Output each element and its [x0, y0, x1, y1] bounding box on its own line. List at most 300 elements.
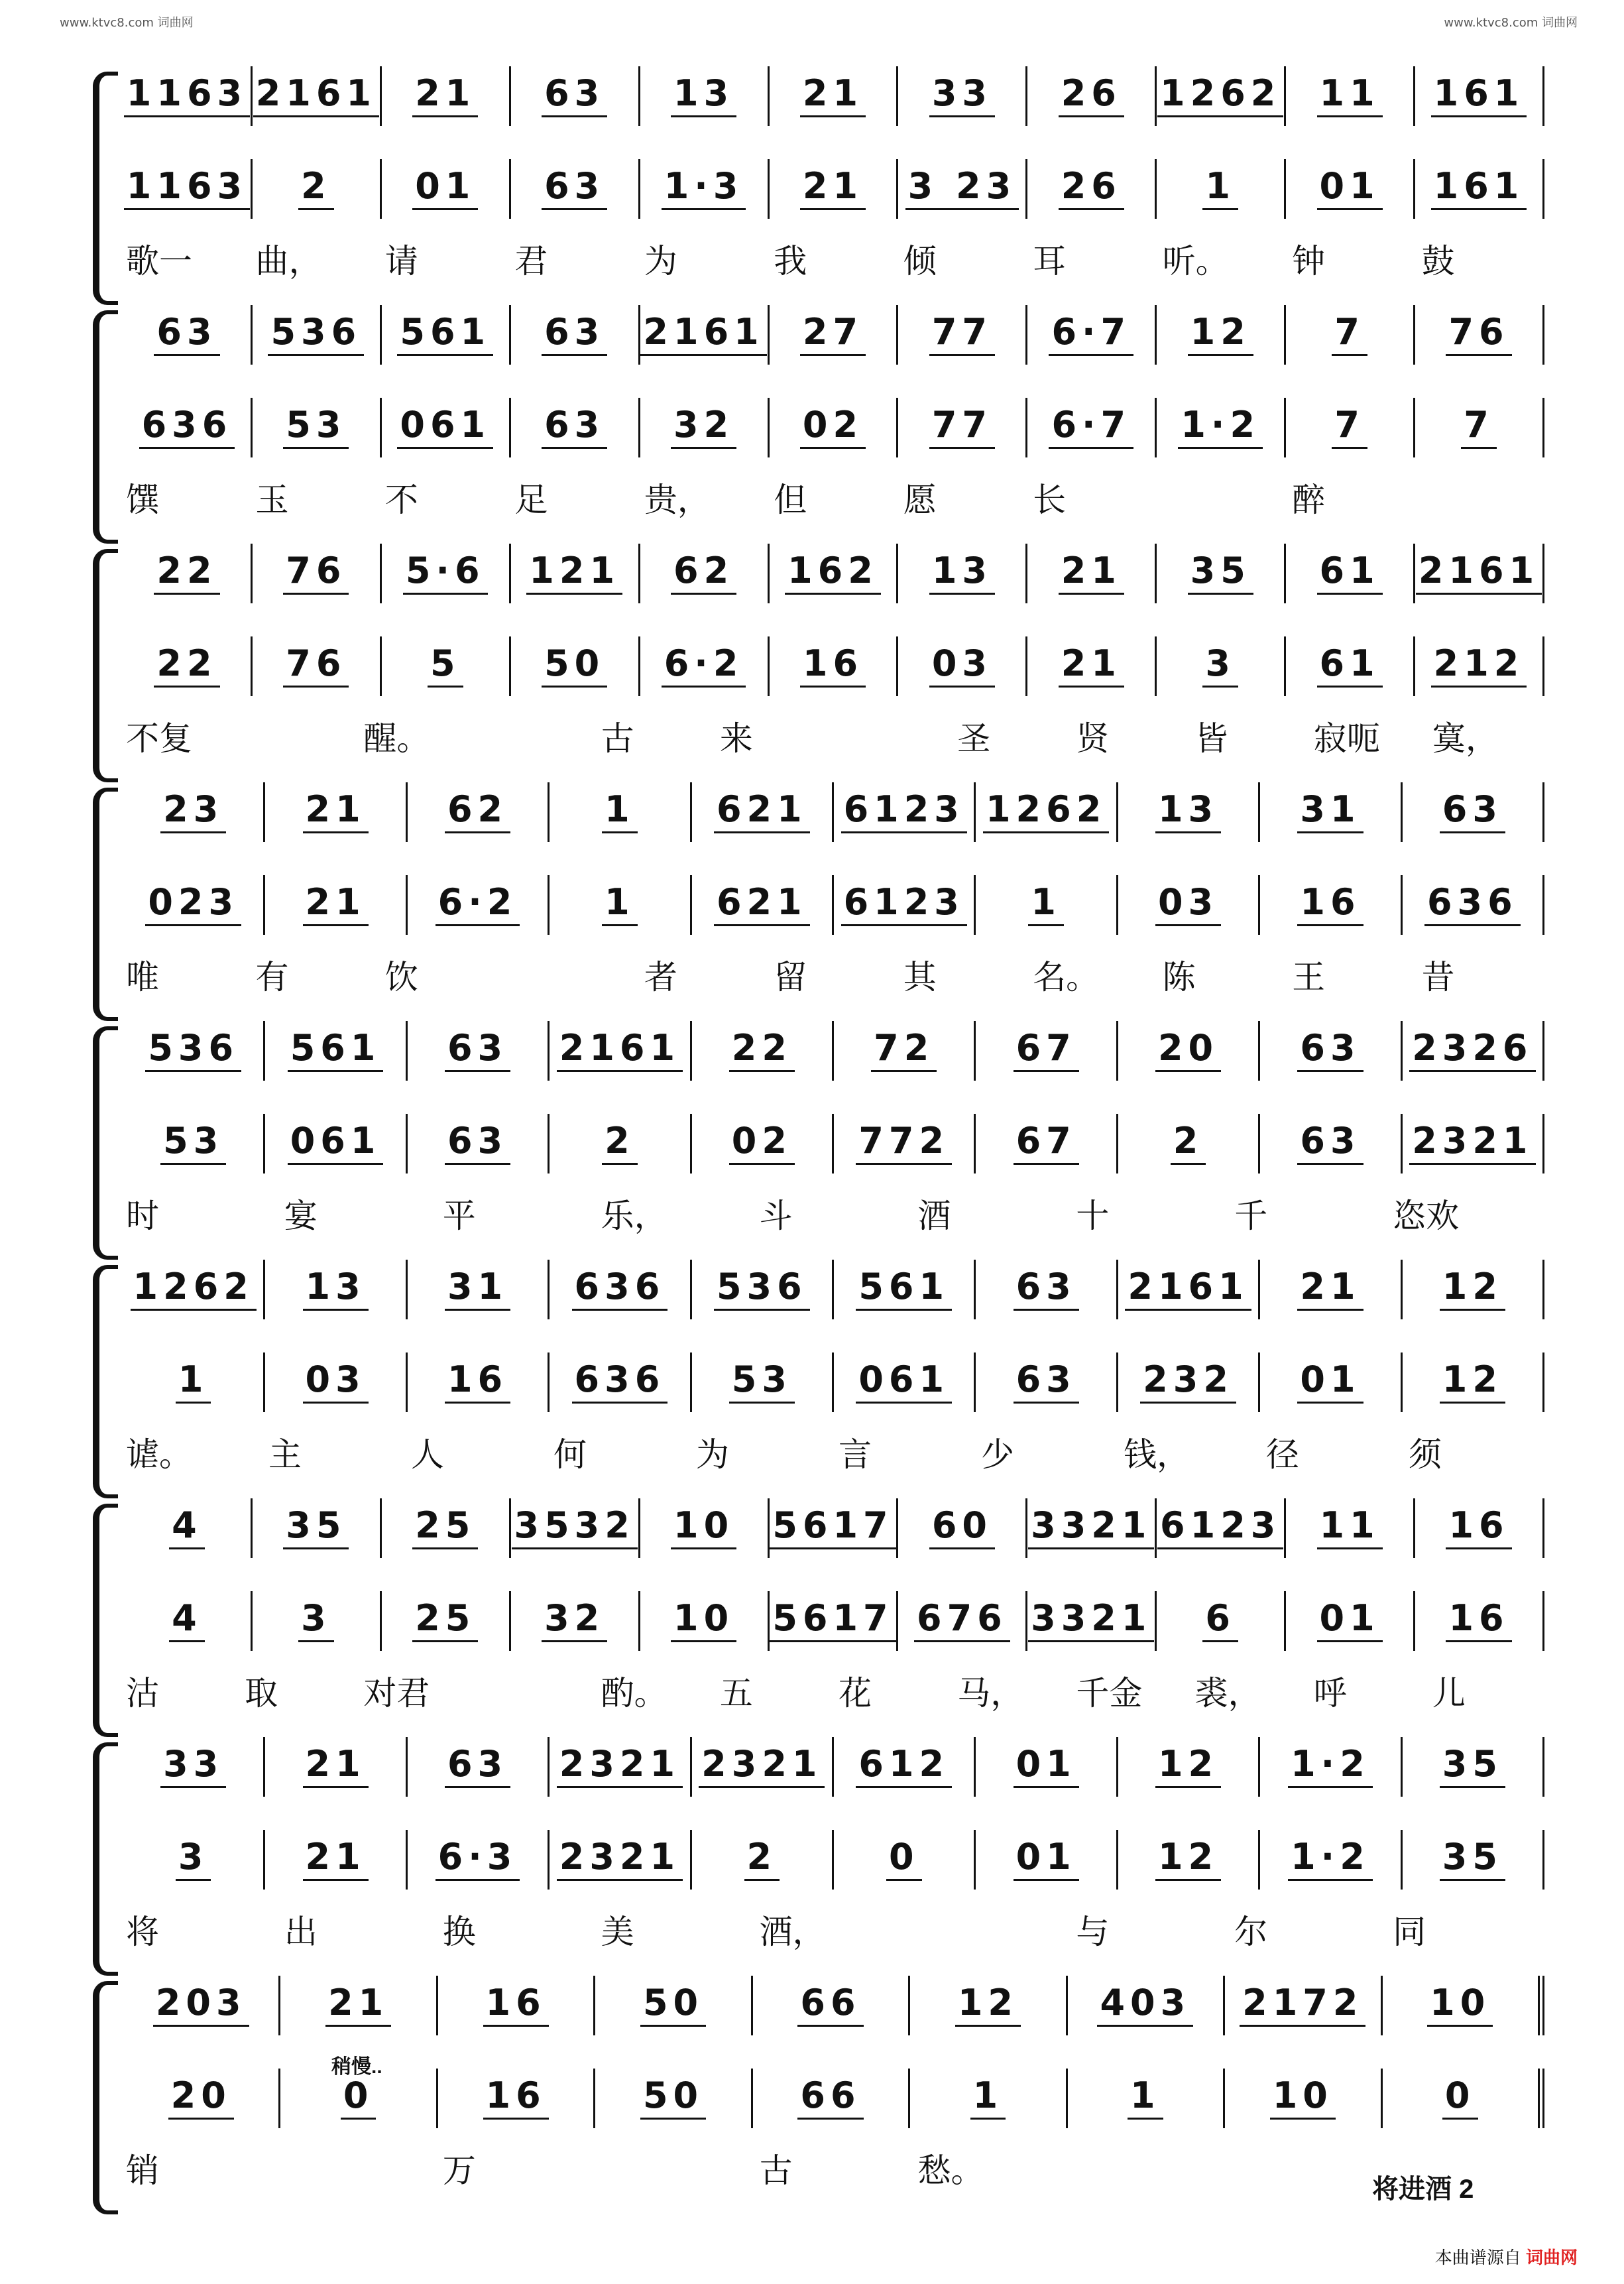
- measure: [1403, 1260, 1544, 1319]
- note-group: 13: [1155, 791, 1221, 833]
- lyric-syllable: 时: [126, 1197, 159, 1235]
- measure: [692, 875, 834, 935]
- lyric-syllable: 呼: [1313, 1674, 1347, 1713]
- lower-voice-row: [123, 1830, 1544, 1890]
- measure: [834, 1260, 976, 1319]
- lyric-syllable: 为: [696, 1435, 729, 1474]
- note-group: 2321: [557, 1838, 683, 1881]
- note-group: 02: [729, 1122, 795, 1165]
- measure: [408, 1830, 550, 1890]
- upper-voice-row: [123, 1260, 1544, 1319]
- measure: [382, 544, 511, 603]
- note-group: 5617: [770, 1507, 896, 1549]
- measure: [253, 1498, 382, 1558]
- note-group: 7: [1461, 406, 1497, 449]
- note-group: 61: [1317, 645, 1383, 688]
- lyric-syllable: 对君: [363, 1674, 430, 1713]
- measure: [640, 1591, 770, 1651]
- measure: [123, 875, 265, 935]
- lyric-syllable: 醉: [1292, 481, 1326, 519]
- note-group: 21: [303, 884, 369, 926]
- measure: [1260, 1260, 1402, 1319]
- measure: [1260, 1114, 1402, 1173]
- note-group: 22: [154, 552, 219, 595]
- measure: [640, 159, 770, 219]
- lyric-syllable: 请: [384, 242, 418, 280]
- lyric-syllable: 寂呃: [1313, 719, 1380, 758]
- note-group: 33: [929, 75, 995, 117]
- measure: [253, 305, 382, 365]
- lyric-syllable: 酒，: [759, 1913, 826, 1951]
- lyric-syllable: 听。: [1162, 242, 1229, 280]
- measure: [382, 66, 511, 126]
- measure: [1286, 305, 1415, 365]
- note-group: 232: [1140, 1361, 1236, 1404]
- lyric-syllable: 君: [514, 242, 548, 280]
- measure: [123, 782, 265, 842]
- note-group: 62: [671, 552, 736, 595]
- lyric-syllable: 裘，: [1194, 1674, 1261, 1713]
- note-group: 23: [160, 791, 226, 833]
- note-group: 6: [1202, 1600, 1238, 1642]
- measure: [1403, 1737, 1544, 1797]
- note-group: 03: [929, 645, 995, 688]
- upper-voice-row: [123, 1021, 1544, 1081]
- measure: [1286, 159, 1415, 219]
- note-group: 6·7: [1049, 314, 1133, 356]
- lyric-syllable: 言: [839, 1435, 872, 1474]
- measure: [1415, 398, 1544, 457]
- measure: [408, 782, 550, 842]
- measure: [1157, 636, 1286, 696]
- lyric-syllable: 者: [644, 958, 677, 996]
- lyric-syllable: 我: [774, 242, 807, 280]
- measure: [910, 2069, 1067, 2128]
- measure: [382, 636, 511, 696]
- note-group: 6123: [841, 791, 967, 833]
- lyric-syllable: 不复: [126, 719, 192, 758]
- note-group: 6·3: [435, 1838, 520, 1881]
- measure: [265, 1114, 407, 1173]
- measure: [123, 1352, 265, 1412]
- measure: [640, 66, 770, 126]
- lyric-syllable: 倾: [903, 242, 937, 280]
- measure: [976, 1114, 1118, 1173]
- note-group: 6·7: [1049, 406, 1133, 449]
- lyric-syllable: 十: [1076, 1197, 1110, 1235]
- note-group: 772: [856, 1122, 952, 1165]
- note-group: 1163: [124, 168, 250, 210]
- lyric-syllable: 马，: [957, 1674, 1024, 1713]
- note-group: 35: [1188, 552, 1253, 595]
- measure: [834, 1352, 976, 1412]
- note-group: 10: [1427, 1984, 1493, 2027]
- lyric-syllable: 酒: [917, 1197, 951, 1235]
- note-group: 1·2: [1178, 406, 1263, 449]
- note-group: 13: [303, 1268, 369, 1311]
- measure: [123, 66, 253, 126]
- measure: [770, 398, 899, 457]
- note-group: 63: [445, 1746, 510, 1788]
- measure: [1118, 1114, 1260, 1173]
- note-group: 1: [1028, 884, 1064, 926]
- measure: [753, 1976, 910, 2035]
- measure: [408, 1737, 550, 1797]
- lyric-syllable: 贵，: [644, 481, 711, 519]
- measure: [770, 1591, 899, 1651]
- measure: [253, 398, 382, 457]
- lower-voice-row: [123, 1114, 1544, 1173]
- measure: [123, 544, 253, 603]
- note-group: 21: [412, 75, 478, 117]
- note-group: 63: [445, 1030, 510, 1072]
- note-group: 162: [785, 552, 881, 595]
- note-group: 676: [914, 1600, 1010, 1642]
- note-group: 62: [445, 791, 510, 833]
- note-group: 66: [797, 1984, 863, 2027]
- note-group: 561: [856, 1268, 952, 1311]
- measure: [1118, 1021, 1260, 1081]
- lyric-syllable: 圣: [957, 719, 991, 758]
- measure: [834, 1021, 976, 1081]
- measure: [1027, 1498, 1157, 1558]
- note-group: 21: [1297, 1268, 1363, 1311]
- note-group: 53: [160, 1122, 226, 1165]
- lower-voice-row: [123, 875, 1544, 935]
- lyrics-row: [119, 1906, 1544, 1953]
- note-group: 2161: [1416, 552, 1542, 595]
- note-group: 636: [572, 1361, 668, 1404]
- measure: [382, 1498, 511, 1558]
- measure: [123, 1260, 265, 1319]
- note-group: 1·2: [1288, 1746, 1373, 1788]
- measure: [1118, 1352, 1260, 1412]
- lyric-syllable: 千金: [1076, 1674, 1143, 1713]
- lyric-syllable: 斗: [759, 1197, 793, 1235]
- note-group: 21: [800, 168, 866, 210]
- measure: [976, 875, 1118, 935]
- measure: [834, 1830, 976, 1890]
- note-group: 31: [1297, 791, 1363, 833]
- note-group: 536: [145, 1030, 241, 1072]
- measure: [595, 2069, 752, 2128]
- note-group: 2321: [557, 1746, 683, 1788]
- measure: [976, 1352, 1118, 1412]
- note-group: 21: [303, 1746, 369, 1788]
- lyric-syllable: 醒。: [363, 719, 430, 758]
- note-group: 1·3: [662, 168, 746, 210]
- system-bracket: [93, 1981, 118, 2214]
- lyric-syllable: 歌一: [126, 242, 192, 280]
- lower-voice-row: [123, 159, 1544, 219]
- measure: [123, 1498, 253, 1558]
- lyric-syllable: 不: [384, 481, 418, 519]
- measure: [1068, 1976, 1225, 2035]
- note-group: 50: [640, 1984, 706, 2027]
- lyrics-row: [119, 2145, 1544, 2191]
- note-group: 01: [1317, 168, 1383, 210]
- note-group: 32: [671, 406, 736, 449]
- note-group: 16: [800, 645, 866, 688]
- system-bracket: [93, 788, 118, 1021]
- measure: [382, 305, 511, 365]
- note-group: 16: [483, 1984, 549, 2027]
- measure: [595, 1976, 752, 2035]
- note-group: 4: [169, 1600, 205, 1642]
- measure: [1403, 782, 1544, 842]
- measure: [640, 1498, 770, 1558]
- note-group: 6123: [841, 884, 967, 926]
- note-group: 22: [729, 1030, 795, 1072]
- measure: [1383, 1976, 1544, 2035]
- measure: [265, 1021, 407, 1081]
- note-group: 72: [871, 1030, 937, 1072]
- note-group: 2172: [1240, 1984, 1365, 2027]
- note-group: 60: [929, 1507, 995, 1549]
- lyric-syllable: 儿: [1432, 1674, 1466, 1713]
- measure: [1415, 1498, 1544, 1558]
- measure: [692, 1737, 834, 1797]
- measure: [976, 1021, 1118, 1081]
- note-group: 7: [1332, 314, 1367, 356]
- measure: [511, 636, 640, 696]
- lyric-syllable: 古: [759, 2151, 793, 2190]
- measure: [976, 1830, 1118, 1890]
- measure: [438, 2069, 595, 2128]
- note-group: 01: [1297, 1361, 1363, 1404]
- measure: [1118, 1737, 1260, 1797]
- note-group: 061: [288, 1122, 384, 1165]
- measure: [550, 1830, 691, 1890]
- measure: [265, 875, 407, 935]
- measure: [1260, 1830, 1402, 1890]
- note-group: 63: [542, 406, 607, 449]
- note-group: 2161: [557, 1030, 683, 1072]
- measure: [511, 1498, 640, 1558]
- lyrics-row: [119, 951, 1544, 998]
- measure: [1286, 636, 1415, 696]
- note-group: 12: [1155, 1838, 1221, 1881]
- note-group: 5617: [770, 1600, 896, 1642]
- measure: [640, 305, 770, 365]
- lyrics-row: [119, 1667, 1544, 1714]
- note-group: 67: [1014, 1030, 1079, 1072]
- note-group: 20: [1155, 1030, 1221, 1072]
- measure: [976, 1260, 1118, 1319]
- note-group: 77: [929, 406, 995, 449]
- note-group: 1·2: [1288, 1838, 1373, 1881]
- measure: [550, 1737, 691, 1797]
- note-group: 35: [1440, 1838, 1505, 1881]
- note-group: 7: [1332, 406, 1367, 449]
- note-group: 12: [955, 1984, 1021, 2027]
- note-group: 10: [671, 1600, 736, 1642]
- lyric-syllable: 花: [839, 1674, 872, 1713]
- system-bracket: [93, 1265, 118, 1498]
- source-credit: [1435, 2244, 1578, 2269]
- lyric-syllable: 曲，: [255, 242, 322, 280]
- measure: [1286, 544, 1415, 603]
- measure: [692, 1830, 834, 1890]
- note-group: 21: [303, 1838, 369, 1881]
- measure: [1260, 782, 1402, 842]
- measure: [1068, 2069, 1225, 2128]
- measure: [382, 398, 511, 457]
- note-group: 1163: [124, 75, 250, 117]
- lyric-syllable: 千: [1234, 1197, 1268, 1235]
- note-group: 10: [671, 1507, 736, 1549]
- piece-title: 将进酒 2: [1372, 2175, 1474, 2204]
- note-group: 3: [1202, 645, 1238, 688]
- measure: [1027, 544, 1157, 603]
- measure: [692, 1352, 834, 1412]
- measure: [910, 1976, 1067, 2035]
- measure: [834, 875, 976, 935]
- note-group: 21: [1059, 645, 1124, 688]
- lyric-syllable: 有: [255, 958, 289, 996]
- note-group: 203: [153, 1984, 249, 2027]
- measure: [1286, 1498, 1415, 1558]
- measure: [976, 1737, 1118, 1797]
- note-group: 61: [1317, 552, 1383, 595]
- note-group: 21: [800, 75, 866, 117]
- lyric-syllable: 钟: [1292, 242, 1326, 280]
- measure: [976, 782, 1118, 842]
- system-bracket: [93, 1026, 118, 1260]
- measure: [1027, 66, 1157, 126]
- source-text: 本曲谱源自: [1434, 2248, 1521, 2267]
- measure: [408, 1114, 550, 1173]
- system-bracket: [93, 549, 118, 782]
- measure: [1403, 1830, 1544, 1890]
- measure: [511, 544, 640, 603]
- measure: [1157, 66, 1286, 126]
- note-group: 1262: [131, 1268, 257, 1311]
- note-group: 536: [714, 1268, 810, 1311]
- measure: [1118, 782, 1260, 842]
- measure: [692, 1021, 834, 1081]
- note-group: 16: [1446, 1600, 1511, 1642]
- lyric-syllable: 耳: [1033, 242, 1067, 280]
- lyric-syllable: 唯: [126, 958, 159, 996]
- measure: [1415, 305, 1544, 365]
- lyric-syllable: 同: [1393, 1913, 1426, 1951]
- note-group: 621: [714, 884, 810, 926]
- measure: [265, 782, 407, 842]
- note-group: 0: [1442, 2077, 1478, 2120]
- measure: [253, 159, 382, 219]
- measure: [123, 1021, 265, 1081]
- note-group: 21: [325, 1984, 391, 2027]
- lyrics-row: [119, 474, 1544, 520]
- note-group: 2326: [1409, 1030, 1535, 1072]
- lyric-syllable: 沽: [126, 1674, 159, 1713]
- measure: [834, 1114, 976, 1173]
- note-group: 12: [1440, 1268, 1505, 1311]
- lyric-syllable: 皆: [1194, 719, 1228, 758]
- note-group: 3532: [512, 1507, 638, 1549]
- measure: [1403, 1021, 1544, 1081]
- lyric-syllable: 取: [245, 1674, 278, 1713]
- note-group: 67: [1014, 1122, 1079, 1165]
- note-group: 536: [268, 314, 364, 356]
- measure: [770, 544, 899, 603]
- note-group: 50: [640, 2077, 706, 2120]
- lower-voice-row: [123, 1591, 1544, 1651]
- note-group: 212: [1431, 645, 1527, 688]
- measure: [898, 66, 1027, 126]
- note-group: 63: [154, 314, 219, 356]
- measure: [640, 544, 770, 603]
- note-group: 03: [1155, 884, 1221, 926]
- note-group: 1262: [1157, 75, 1283, 117]
- measure: [253, 1591, 382, 1651]
- lyric-syllable: 玉: [255, 481, 289, 519]
- note-group: 63: [542, 75, 607, 117]
- measure: [834, 782, 976, 842]
- measure: [1260, 1352, 1402, 1412]
- note-group: 26: [1059, 168, 1124, 210]
- lower-voice-row: [123, 398, 1544, 457]
- system-bracket: [93, 1504, 118, 1737]
- upper-voice-row: [123, 782, 1544, 842]
- note-group: 31: [445, 1268, 510, 1311]
- note-group: 0: [886, 1838, 922, 1881]
- measure: [123, 1114, 265, 1173]
- note-group: 3321: [1028, 1600, 1154, 1642]
- lyric-syllable: 少: [981, 1435, 1014, 1474]
- note-group: 11: [1317, 1507, 1383, 1549]
- measure: [1157, 1498, 1286, 1558]
- lyric-syllable: 将: [126, 1913, 159, 1951]
- measure: [511, 66, 640, 126]
- lower-voice-row: [123, 1352, 1544, 1412]
- measure: [1260, 1021, 1402, 1081]
- measure: [123, 1737, 265, 1797]
- note-group: 3321: [1028, 1507, 1154, 1549]
- note-group: 2: [1171, 1122, 1206, 1165]
- lyric-syllable: 酌。: [601, 1674, 667, 1713]
- note-group: 76: [283, 645, 349, 688]
- lyric-syllable: 贤: [1076, 719, 1110, 758]
- measure: [1286, 398, 1415, 457]
- upper-voice-row: [123, 1737, 1544, 1797]
- measure: [770, 1498, 899, 1558]
- note-group: 6·2: [435, 884, 520, 926]
- note-group: 63: [445, 1122, 510, 1165]
- site-watermark-left: www.ktvc8.com 词曲网: [60, 16, 194, 30]
- lyric-syllable: 乐，: [601, 1197, 667, 1235]
- lyric-syllable: 留: [774, 958, 807, 996]
- lyric-syllable: 愁。: [917, 2151, 984, 2190]
- note-group: 63: [1297, 1030, 1363, 1072]
- note-group: 01: [1014, 1838, 1079, 1881]
- site-watermark-right: www.ktvc8.com 词曲网: [1444, 16, 1578, 30]
- note-group: 50: [542, 645, 607, 688]
- measure: [438, 1976, 595, 2035]
- lyric-syllable: 五: [719, 1674, 753, 1713]
- measure: [1286, 66, 1415, 126]
- measure: [123, 305, 253, 365]
- lyric-syllable: 何: [553, 1435, 587, 1474]
- lyric-syllable: 王: [1292, 958, 1326, 996]
- measure: [1027, 398, 1157, 457]
- lyric-syllable: 平: [442, 1197, 476, 1235]
- lyrics-row: [119, 713, 1544, 759]
- measure: [1027, 159, 1157, 219]
- measure: [770, 66, 899, 126]
- note-group: 11: [1317, 75, 1383, 117]
